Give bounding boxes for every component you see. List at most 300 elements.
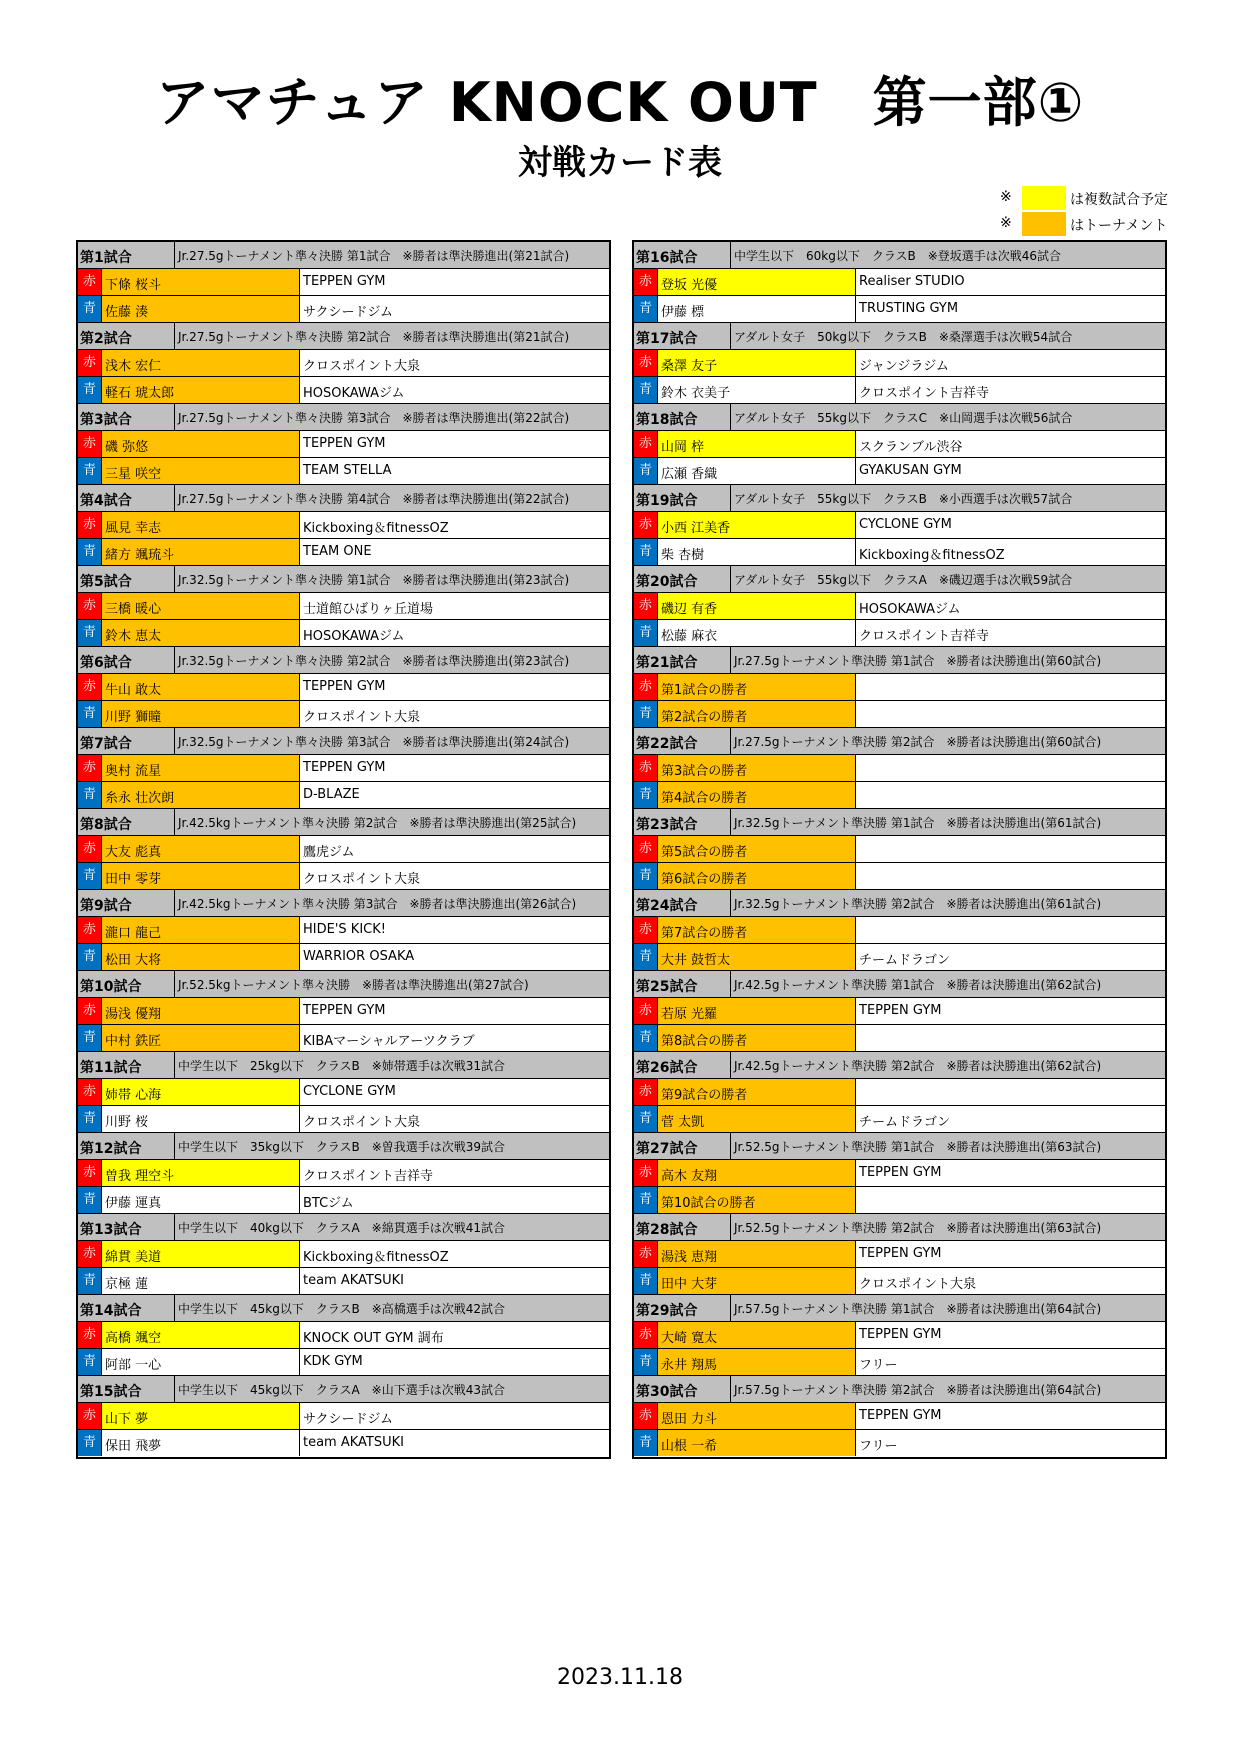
red-corner-row (634, 1241, 1165, 1268)
red-corner-label: 赤 (634, 1079, 658, 1105)
blue-fighter-gym: クロスポイント大泉 (303, 710, 421, 725)
red-corner-row (78, 431, 609, 458)
blue-corner-label: 青 (634, 1106, 658, 1132)
match-number: 第16試合 (636, 250, 698, 266)
red-corner-row (634, 1403, 1165, 1430)
red-fighter-gym: TEPPEN GYM (303, 436, 386, 451)
match-info: Jr.42.5gトーナメント準決勝 第1試合 ※勝者は決勝進出(第62試合) (730, 971, 1165, 997)
match-number: 第28試合 (636, 1222, 698, 1238)
blue-corner-row (78, 863, 609, 890)
blue-fighter-name: 田中 零芽 (102, 863, 300, 889)
blue-fighter-gym: HOSOKAWAジム (303, 386, 405, 401)
match-card (634, 1133, 1165, 1214)
blue-fighter-name: 川野 獅瞳 (102, 701, 300, 727)
red-corner-label: 赤 (634, 755, 658, 781)
match-card (78, 728, 609, 809)
blue-corner-label: 青 (634, 458, 658, 484)
red-fighter-gym: TEPPEN GYM (859, 1165, 942, 1180)
blue-fighter-gym: KIBAマーシャルアーツクラブ (303, 1034, 475, 1049)
match-info: Jr.27.5gトーナメント準決勝 第2試合 ※勝者は決勝進出(第60試合) (730, 728, 1165, 754)
red-corner-row (634, 269, 1165, 296)
red-corner-row (78, 1403, 609, 1430)
match-card (634, 809, 1165, 890)
red-fighter-name: 浅木 宏仁 (102, 350, 300, 376)
blue-fighter-name: 三星 咲空 (102, 458, 300, 484)
blue-fighter-gym (856, 863, 1165, 889)
blue-corner-row (634, 1268, 1165, 1295)
red-corner-row (78, 350, 609, 377)
match-card (78, 485, 609, 566)
match-header (78, 242, 609, 269)
blue-corner-row (78, 1268, 609, 1295)
red-fighter-gym: Kickboxing＆fitnessOZ (303, 521, 449, 536)
blue-corner-label: 青 (78, 458, 102, 484)
blue-corner-label: 青 (78, 539, 102, 565)
red-fighter-gym: HIDE'S KICK! (303, 922, 386, 937)
blue-fighter-gym: チームドラゴン (859, 1115, 951, 1130)
match-info: 中学生以下 35kg以下 クラスB ※曽我選手は次戦39試合 (174, 1133, 609, 1159)
blue-corner-row (78, 701, 609, 728)
match-number: 第11試合 (80, 1060, 142, 1076)
red-fighter-gym: クロスポイント吉祥寺 (303, 1169, 434, 1184)
match-number: 第13試合 (80, 1222, 142, 1238)
match-number: 第10試合 (80, 979, 142, 995)
red-fighter-gym: TEPPEN GYM (859, 1003, 942, 1018)
blue-fighter-name: 保田 飛夢 (102, 1430, 300, 1456)
blue-corner-label: 青 (634, 701, 658, 727)
blue-corner-label: 青 (634, 782, 658, 808)
red-fighter-gym (856, 674, 1165, 700)
blue-fighter-name: 第10試合の勝者 (658, 1187, 856, 1213)
red-corner-label: 赤 (78, 917, 102, 943)
blue-corner-row (634, 1187, 1165, 1214)
red-fighter-name: 湯浅 恵翔 (658, 1241, 856, 1267)
red-corner-label: 赤 (78, 1160, 102, 1186)
blue-fighter-name: 阿部 一心 (102, 1349, 300, 1375)
blue-corner-label: 青 (78, 863, 102, 889)
legend-swatch-yellow (1022, 186, 1066, 210)
red-fighter-gym (856, 1079, 1165, 1105)
blue-corner-row (78, 539, 609, 566)
match-header (634, 242, 1165, 269)
blue-fighter-name: 第2試合の勝者 (658, 701, 856, 727)
red-fighter-gym: TEPPEN GYM (859, 1246, 942, 1261)
match-info: 中学生以下 45kg以下 クラスA ※山下選手は次戦43試合 (174, 1376, 609, 1402)
blue-fighter-name: 柴 杏樹 (658, 539, 856, 565)
red-fighter-gym: TEPPEN GYM (303, 274, 386, 289)
red-fighter-gym (856, 917, 1165, 943)
match-number: 第18試合 (636, 412, 698, 428)
red-corner-row (78, 674, 609, 701)
blue-fighter-name: 第6試合の勝者 (658, 863, 856, 889)
red-corner-label: 赤 (634, 1241, 658, 1267)
blue-corner-row (78, 377, 609, 404)
red-fighter-name: 桑澤 友子 (658, 350, 856, 376)
blue-fighter-gym: クロスポイント吉祥寺 (859, 386, 990, 401)
red-fighter-gym: KNOCK OUT GYM 調布 (303, 1331, 444, 1346)
blue-corner-label: 青 (634, 944, 658, 970)
match-header (634, 1214, 1165, 1241)
blue-fighter-name: 鈴木 恵太 (102, 620, 300, 646)
blue-corner-row (634, 539, 1165, 566)
match-number: 第6試合 (80, 655, 132, 671)
red-corner-row (634, 998, 1165, 1025)
blue-fighter-gym: HOSOKAWAジム (303, 629, 405, 644)
match-card (634, 890, 1165, 971)
match-number: 第4試合 (80, 493, 132, 509)
blue-corner-label: 青 (78, 1025, 102, 1051)
match-info: アダルト女子 50kg以下 クラスB ※桑澤選手は次戦54試合 (730, 323, 1165, 349)
blue-corner-label: 青 (78, 1187, 102, 1213)
match-header (634, 1133, 1165, 1160)
match-card (78, 1295, 609, 1376)
match-card (634, 971, 1165, 1052)
blue-corner-label: 青 (78, 377, 102, 403)
match-number: 第1試合 (80, 250, 132, 266)
match-number: 第30試合 (636, 1384, 698, 1400)
match-header (78, 1133, 609, 1160)
blue-corner-row (78, 296, 609, 323)
blue-corner-label: 青 (634, 1349, 658, 1375)
red-corner-label: 赤 (634, 350, 658, 376)
blue-corner-row (634, 620, 1165, 647)
red-fighter-name: 牛山 敢太 (102, 674, 300, 700)
match-number: 第19試合 (636, 493, 698, 509)
red-fighter-name: 磯辺 有香 (658, 593, 856, 619)
match-info: Jr.32.5gトーナメント準々決勝 第2試合 ※勝者は準決勝進出(第23試合) (174, 647, 609, 673)
blue-corner-label: 青 (78, 1349, 102, 1375)
red-corner-label: 赤 (78, 755, 102, 781)
red-corner-label: 赤 (78, 269, 102, 295)
red-corner-row (634, 917, 1165, 944)
blue-fighter-name: 緒方 颯琉斗 (102, 539, 300, 565)
match-header (634, 971, 1165, 998)
red-fighter-gym: TEPPEN GYM (303, 679, 386, 694)
red-corner-label: 赤 (634, 512, 658, 538)
match-header (634, 728, 1165, 755)
match-number: 第7試合 (80, 736, 132, 752)
blue-corner-label: 青 (634, 539, 658, 565)
blue-corner-label: 青 (78, 1106, 102, 1132)
blue-corner-label: 青 (78, 944, 102, 970)
red-corner-row (634, 836, 1165, 863)
blue-fighter-gym: クロスポイント大泉 (859, 1277, 977, 1292)
blue-corner-label: 青 (78, 296, 102, 322)
match-header (78, 809, 609, 836)
red-fighter-gym: 鷹虎ジム (303, 845, 355, 860)
red-fighter-gym: サクシードジム (303, 1412, 393, 1427)
red-fighter-name: 高橋 颯空 (102, 1322, 300, 1348)
blue-corner-row (634, 1025, 1165, 1052)
blue-fighter-name: 鈴木 衣美子 (658, 377, 856, 403)
blue-fighter-gym (856, 782, 1165, 808)
red-corner-row (634, 755, 1165, 782)
red-corner-row (634, 431, 1165, 458)
red-fighter-name: 山下 夢 (102, 1403, 300, 1429)
blue-corner-row (634, 377, 1165, 404)
blue-corner-row (634, 863, 1165, 890)
match-info: Jr.27.5gトーナメント準々決勝 第4試合 ※勝者は準決勝進出(第22試合) (174, 485, 609, 511)
red-fighter-gym: Realiser STUDIO (859, 274, 965, 289)
match-card (78, 890, 609, 971)
blue-fighter-name: 松田 大将 (102, 944, 300, 970)
match-info: アダルト女子 55kg以下 クラスA ※磯辺選手は次戦59試合 (730, 566, 1165, 592)
match-card (78, 242, 609, 323)
match-info: 中学生以下 25kg以下 クラスB ※姉帯選手は次戦31試合 (174, 1052, 609, 1078)
match-info: 中学生以下 60kg以下 クラスB ※登坂選手は次戦46試合 (730, 242, 1165, 268)
match-card (634, 404, 1165, 485)
match-info: Jr.42.5kgトーナメント準々決勝 第3試合 ※勝者は準決勝進出(第26試合) (174, 890, 609, 916)
red-fighter-name: 下條 桜斗 (102, 269, 300, 295)
blue-fighter-name: 糸永 壮次朗 (102, 782, 300, 808)
legend-mark: ※ (1000, 189, 1012, 205)
blue-fighter-name: 松藤 麻衣 (658, 620, 856, 646)
red-fighter-gym: TEPPEN GYM (859, 1408, 942, 1423)
match-header (634, 647, 1165, 674)
red-corner-row (78, 1241, 609, 1268)
red-fighter-name: 磯 弥悠 (102, 431, 300, 457)
blue-corner-row (78, 1187, 609, 1214)
match-info: Jr.57.5gトーナメント準決勝 第1試合 ※勝者は決勝進出(第64試合) (730, 1295, 1165, 1321)
red-corner-row (634, 350, 1165, 377)
blue-corner-label: 青 (634, 620, 658, 646)
blue-fighter-gym: チームドラゴン (859, 953, 951, 968)
match-number: 第9試合 (80, 898, 132, 914)
blue-fighter-name: 京極 蓮 (102, 1268, 300, 1294)
blue-corner-row (634, 944, 1165, 971)
red-corner-row (78, 512, 609, 539)
blue-fighter-gym: サクシードジム (303, 305, 393, 320)
red-corner-label: 赤 (78, 1241, 102, 1267)
match-header (634, 890, 1165, 917)
match-card (78, 1214, 609, 1295)
match-card (78, 809, 609, 890)
red-fighter-name: 風見 幸志 (102, 512, 300, 538)
match-header (634, 404, 1165, 431)
blue-corner-label: 青 (78, 620, 102, 646)
match-header (634, 566, 1165, 593)
red-corner-label: 赤 (634, 836, 658, 862)
match-info: Jr.32.5gトーナメント準々決勝 第3試合 ※勝者は準決勝進出(第24試合) (174, 728, 609, 754)
blue-corner-label: 青 (634, 296, 658, 322)
match-info: Jr.27.5gトーナメント準々決勝 第1試合 ※勝者は準決勝進出(第21試合) (174, 242, 609, 268)
blue-corner-row (78, 944, 609, 971)
match-card (634, 647, 1165, 728)
blue-fighter-name: 広瀬 香織 (658, 458, 856, 484)
blue-fighter-gym: D-BLAZE (303, 787, 360, 802)
red-fighter-name: 第7試合の勝者 (658, 917, 856, 943)
match-header (634, 485, 1165, 512)
match-card (78, 323, 609, 404)
red-fighter-gym: CYCLONE GYM (859, 517, 952, 532)
blue-corner-row (78, 782, 609, 809)
blue-fighter-name: 第4試合の勝者 (658, 782, 856, 808)
match-card (634, 728, 1165, 809)
blue-fighter-gym: フリー (859, 1439, 898, 1454)
red-fighter-name: 小西 江美香 (658, 512, 856, 538)
red-fighter-name: 第3試合の勝者 (658, 755, 856, 781)
match-card (78, 1376, 609, 1457)
match-info: Jr.27.5gトーナメント準決勝 第1試合 ※勝者は決勝進出(第60試合) (730, 647, 1165, 673)
match-number: 第23試合 (636, 817, 698, 833)
match-info: アダルト女子 55kg以下 クラスC ※山岡選手は次戦56試合 (730, 404, 1165, 430)
page-title: アマチュア KNOCK OUT 第一部① (155, 71, 1085, 134)
red-corner-label: 赤 (634, 674, 658, 700)
red-fighter-name: 第5試合の勝者 (658, 836, 856, 862)
red-fighter-name: 若原 光羅 (658, 998, 856, 1024)
blue-fighter-gym (856, 1025, 1165, 1051)
match-card (78, 1052, 609, 1133)
red-corner-row (634, 1160, 1165, 1187)
blue-corner-label: 青 (634, 863, 658, 889)
match-card (634, 485, 1165, 566)
red-fighter-name: 登坂 光優 (658, 269, 856, 295)
red-fighter-gym: ジャンジラジム (859, 359, 949, 374)
red-fighter-gym: CYCLONE GYM (303, 1084, 396, 1099)
match-card (634, 242, 1165, 323)
match-number: 第12試合 (80, 1141, 142, 1157)
match-header (78, 971, 609, 998)
blue-fighter-name: 田中 大芽 (658, 1268, 856, 1294)
red-corner-row (78, 755, 609, 782)
match-header (78, 323, 609, 350)
red-corner-label: 赤 (78, 1403, 102, 1429)
red-corner-row (78, 1160, 609, 1187)
match-info: Jr.32.5gトーナメント準々決勝 第1試合 ※勝者は準決勝進出(第23試合) (174, 566, 609, 592)
red-fighter-name: 瀧口 龍己 (102, 917, 300, 943)
blue-corner-row (634, 296, 1165, 323)
red-fighter-name: 三橋 暖心 (102, 593, 300, 619)
match-card (78, 566, 609, 647)
page-subtitle: 対戦カード表 (518, 143, 722, 183)
match-info: Jr.52.5kgトーナメント準々決勝 ※勝者は準決勝進出(第27試合) (174, 971, 609, 997)
match-card (78, 404, 609, 485)
blue-fighter-gym: クロスポイント大泉 (303, 1115, 421, 1130)
red-fighter-name: 第1試合の勝者 (658, 674, 856, 700)
match-number: 第3試合 (80, 412, 132, 428)
red-corner-row (78, 917, 609, 944)
blue-corner-row (78, 1106, 609, 1133)
blue-corner-row (78, 1349, 609, 1376)
match-info: Jr.52.5gトーナメント準決勝 第2試合 ※勝者は決勝進出(第63試合) (730, 1214, 1165, 1240)
red-corner-label: 赤 (78, 998, 102, 1024)
blue-corner-row (78, 458, 609, 485)
match-header (78, 728, 609, 755)
red-corner-label: 赤 (78, 512, 102, 538)
red-fighter-gym: TEPPEN GYM (303, 1003, 386, 1018)
match-number: 第29試合 (636, 1303, 698, 1319)
match-info: 中学生以下 40kg以下 クラスA ※綿貫選手は次戦41試合 (174, 1214, 609, 1240)
red-corner-label: 赤 (78, 836, 102, 862)
match-card (634, 323, 1165, 404)
blue-corner-row (634, 458, 1165, 485)
legend-swatch-orange (1022, 212, 1066, 236)
red-corner-label: 赤 (78, 674, 102, 700)
match-info: Jr.27.5gトーナメント準々決勝 第3試合 ※勝者は準決勝進出(第22試合) (174, 404, 609, 430)
blue-corner-row (634, 1349, 1165, 1376)
red-fighter-name: 大崎 寛太 (658, 1322, 856, 1348)
match-number: 第5試合 (80, 574, 132, 590)
blue-corner-row (634, 1106, 1165, 1133)
blue-corner-label: 青 (78, 1268, 102, 1294)
blue-fighter-name: 伊藤 標 (658, 296, 856, 322)
red-corner-label: 赤 (634, 1160, 658, 1186)
blue-fighter-gym: フリー (859, 1358, 898, 1373)
blue-corner-row (78, 620, 609, 647)
blue-fighter-name: 中村 鉄匠 (102, 1025, 300, 1051)
blue-corner-row (634, 782, 1165, 809)
match-header (78, 1295, 609, 1322)
blue-corner-label: 青 (634, 1430, 658, 1456)
match-card (78, 971, 609, 1052)
match-card (634, 1376, 1165, 1457)
match-info: Jr.42.5gトーナメント準決勝 第2試合 ※勝者は決勝進出(第62試合) (730, 1052, 1165, 1078)
red-fighter-name: 大友 彪真 (102, 836, 300, 862)
red-corner-label: 赤 (634, 1403, 658, 1429)
red-corner-label: 赤 (634, 593, 658, 619)
match-column-left (76, 240, 611, 1459)
blue-corner-label: 青 (78, 782, 102, 808)
red-fighter-gym (856, 836, 1165, 862)
blue-fighter-name: 川野 桜 (102, 1106, 300, 1132)
red-corner-label: 赤 (634, 1322, 658, 1348)
red-fighter-name: 姉帯 心海 (102, 1079, 300, 1105)
red-fighter-name: 第9試合の勝者 (658, 1079, 856, 1105)
blue-fighter-gym: Kickboxing＆fitnessOZ (859, 548, 1005, 563)
red-fighter-gym: TEPPEN GYM (859, 1327, 942, 1342)
match-header (78, 404, 609, 431)
match-info: アダルト女子 55kg以下 クラスB ※小西選手は次戦57試合 (730, 485, 1165, 511)
match-card (634, 566, 1165, 647)
red-fighter-name: 奥村 流星 (102, 755, 300, 781)
red-fighter-name: 恩田 力斗 (658, 1403, 856, 1429)
blue-fighter-name: 山根 一希 (658, 1430, 856, 1456)
blue-fighter-gym: クロスポイント大泉 (303, 872, 421, 887)
match-header (634, 1052, 1165, 1079)
red-corner-label: 赤 (634, 917, 658, 943)
match-header (78, 1214, 609, 1241)
legend-mark: ※ (1000, 215, 1012, 231)
match-info: Jr.32.5gトーナメント準決勝 第2試合 ※勝者は決勝進出(第61試合) (730, 890, 1165, 916)
match-header (78, 1376, 609, 1403)
match-card (78, 1133, 609, 1214)
red-corner-row (78, 998, 609, 1025)
blue-fighter-gym (856, 1187, 1165, 1213)
match-header (634, 1376, 1165, 1403)
red-corner-row (78, 593, 609, 620)
blue-corner-row (78, 1430, 609, 1457)
red-corner-row (634, 1079, 1165, 1106)
blue-corner-row (78, 1025, 609, 1052)
red-fighter-name: 綿貫 美道 (102, 1241, 300, 1267)
match-header (78, 647, 609, 674)
red-corner-label: 赤 (78, 1322, 102, 1348)
match-header (78, 485, 609, 512)
legend-text: は複数試合予定 (1070, 192, 1168, 208)
blue-fighter-gym: GYAKUSAN GYM (859, 463, 962, 478)
blue-corner-row (634, 1430, 1165, 1457)
red-fighter-gym: 士道館ひばりヶ丘道場 (303, 602, 434, 617)
red-corner-row (634, 674, 1165, 701)
match-number: 第14試合 (80, 1303, 142, 1319)
blue-fighter-gym: TEAM ONE (303, 544, 372, 559)
match-number: 第20試合 (636, 574, 698, 590)
blue-fighter-gym: TRUSTING GYM (859, 301, 959, 316)
blue-fighter-gym: team AKATSUKI (303, 1273, 404, 1288)
match-number: 第22試合 (636, 736, 698, 752)
match-header (634, 323, 1165, 350)
red-corner-label: 赤 (78, 1079, 102, 1105)
